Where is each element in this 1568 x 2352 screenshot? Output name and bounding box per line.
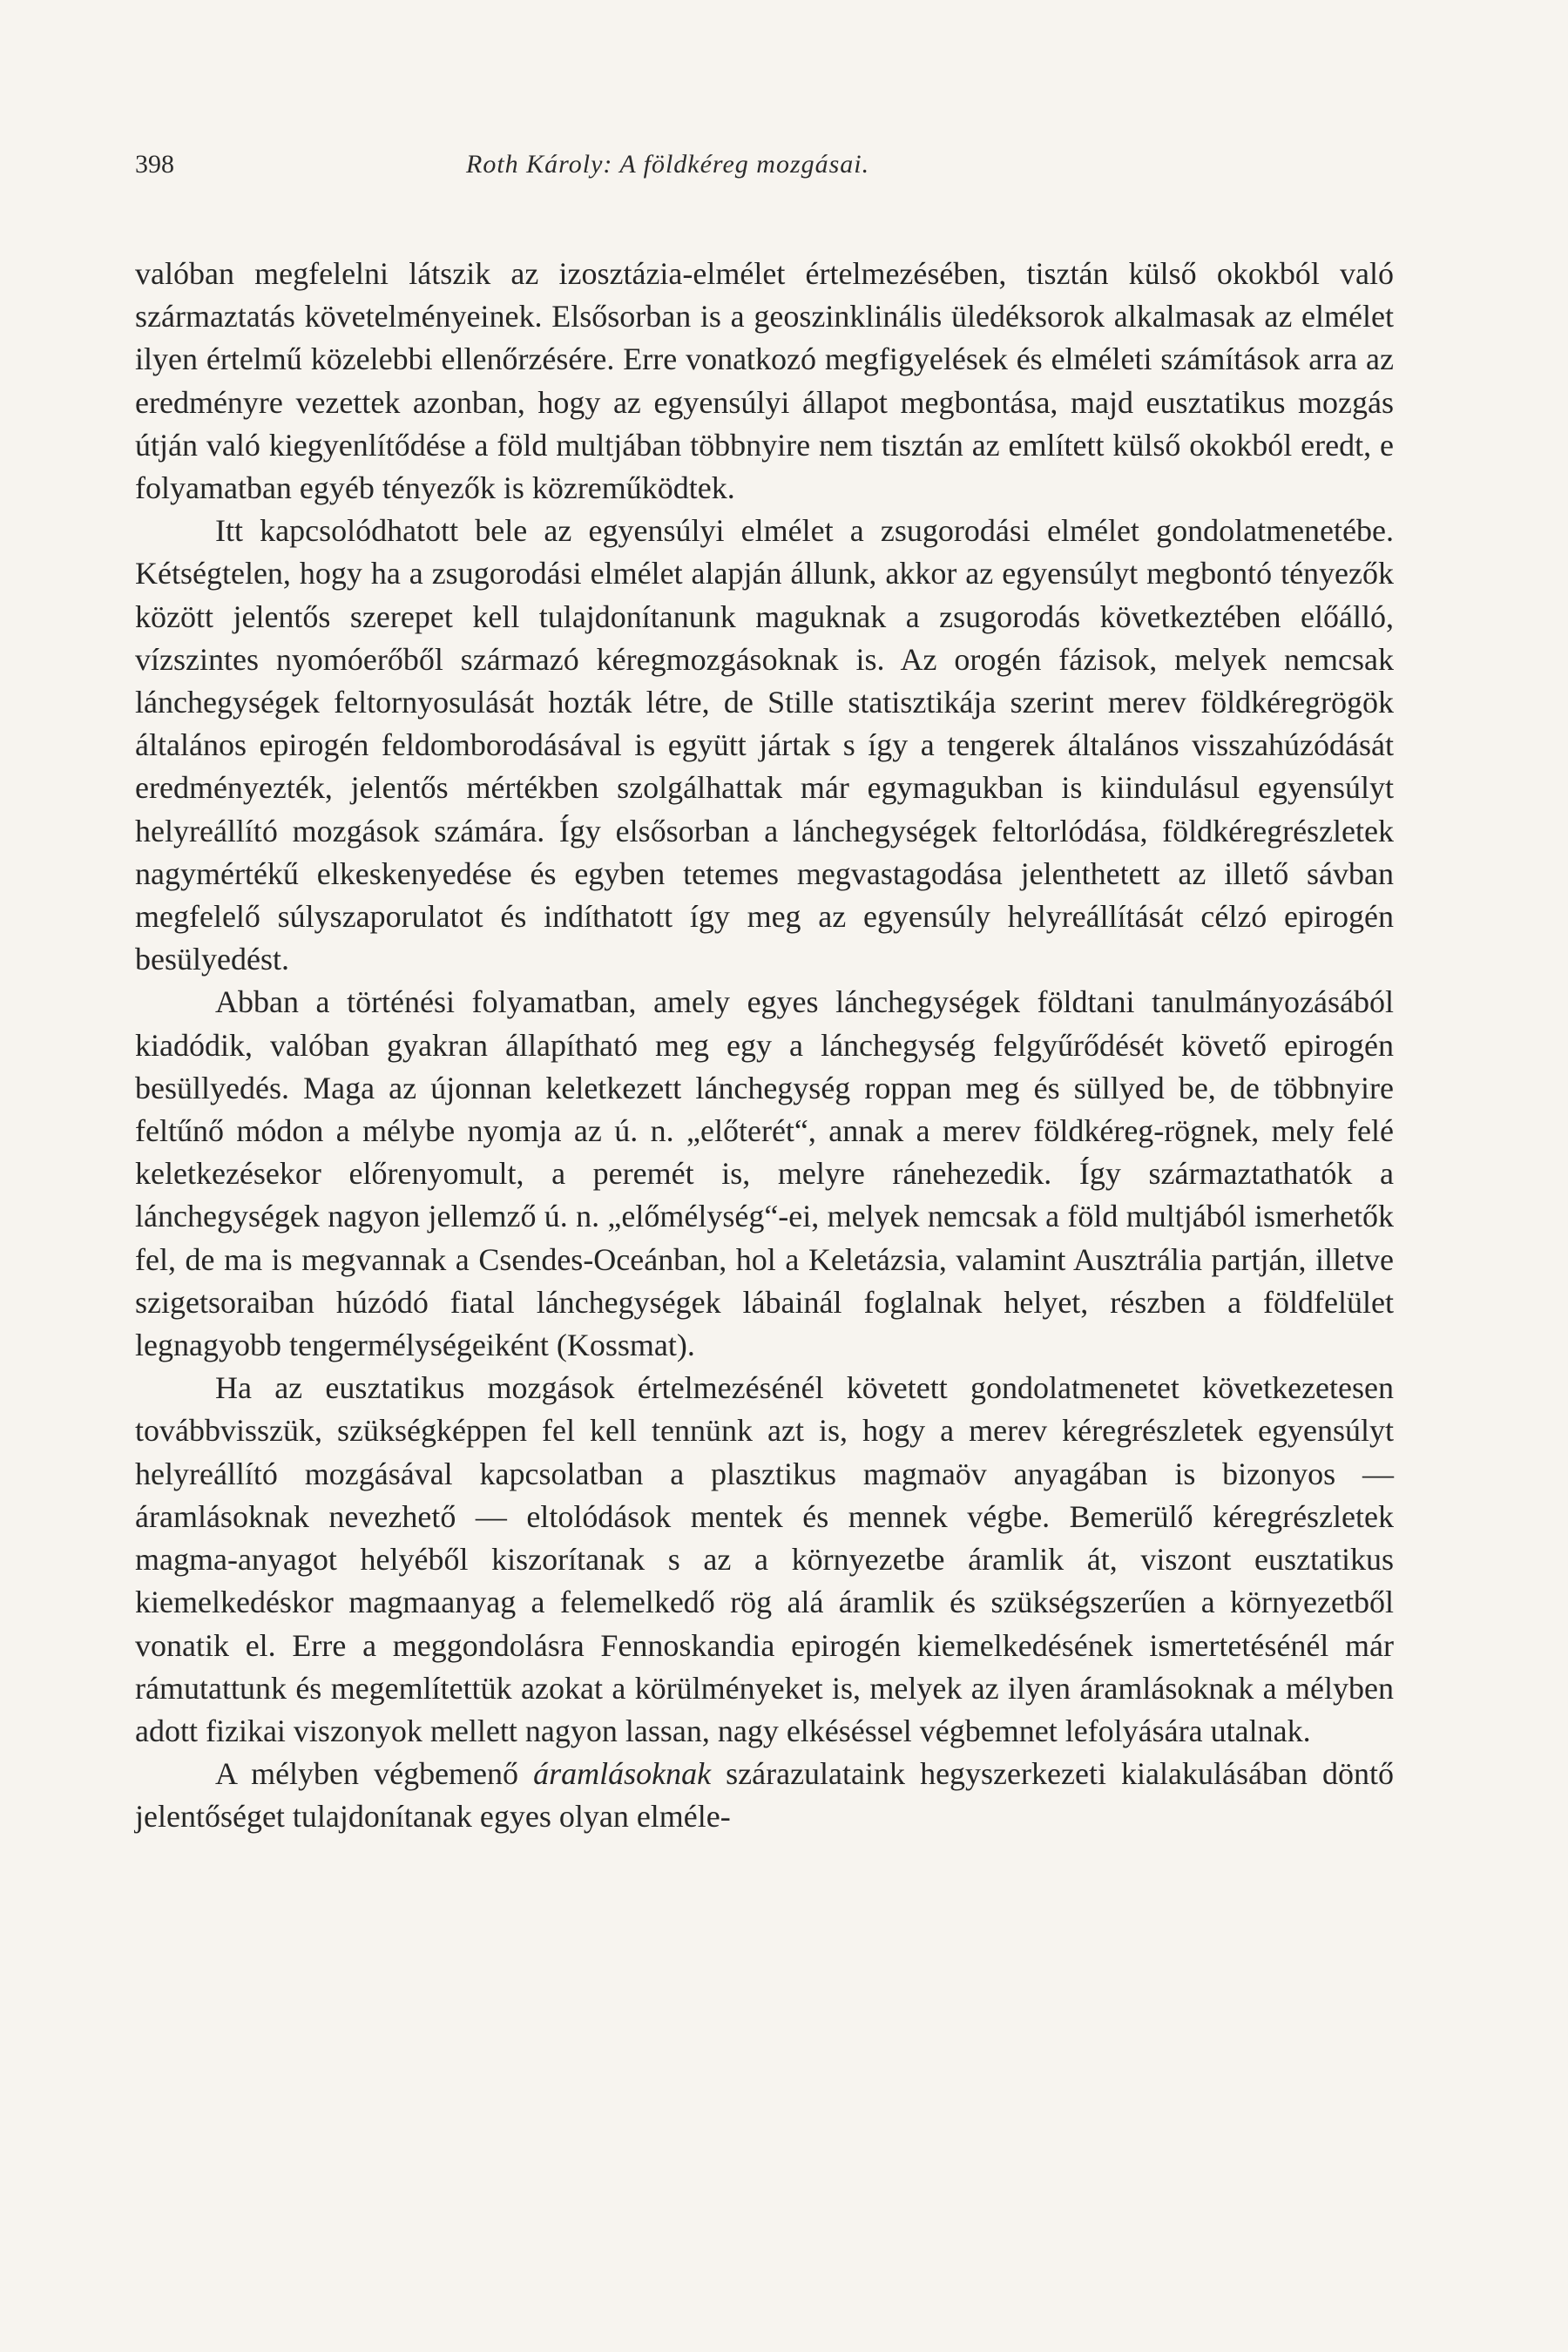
paragraph-5 [135,1753,1394,1838]
page-number: 398 [135,150,174,179]
running-title: Roth Károly: A földkéreg mozgásai. [466,150,870,179]
emphasized-word: áramlásoknak [533,1756,712,1792]
body-text [135,253,1394,1839]
paragraph-5-start: A mélyben végbemenő [215,1756,534,1792]
paragraph-2: Itt kapcsolódhatott bele az egyensúlyi elmélet a zsugorodási elmélet gondolatmenetébe. Kétségtelen, hogy ha a zsugorodási elmélet alapján állunk, akkor az egyensúlyt megbontó tényezők között jelentős szerepet kell tulajdonítanunk maguknak a zsugorodás következtében előálló, vízszintes nyomóerőből származó kéregmozgásoknak is. Az orogén fázisok, melyek nemcsak lánchegységek feltornyosulását hozták létre, de Stille statisztikája szerint merev földkéregrögök általános epirogén feldomborodásával is együtt jártak s így a tengerek általános visszahúzódását eredményezték, jelentős mértékben szolgálhattak már egymagukban is kiindulásul egyensúlyt helyreállító mozgások számára. Így elsősorban a lánchegységek feltorlódása, földkéregrészletek nagymértékű elkeskenyedése és egyben tetemes megvastagodása jelenthetett az illető sávban megfelelő súlyszaporulatot és indíthatott így meg az egyensúly helyreállítását célzó epirogén besülyedést. [135,513,1394,977]
paragraph-4: Ha az eusztatikus mozgások értelmezésénél követett gondolatmenetet következetesen továbbvisszük, szükségképpen fel kell tennünk azt is, hogy a merev kéregrészletek egyensúlyt helyreállító mozgásával kapcsolatban a plasztikus magmaöv anyagában is bizonyos — áramlásoknak nevezhető — eltolódások mentek és mennek végbe. Bemerülő kéregrészletek magma-anyagot helyéből kiszorítanak s az a környezetbe áramlik át, viszont eusztatikus kiemelkedéskor magmaanyag a felemelkedő rög alá áramlik és szükségszerűen a környezetből vonatik el. Erre a meggondolásra Fennoskandia epirogén kiemelkedésének ismertetésénél már rámutattunk és megemlítettük azokat a körülményeket is, melyek az ilyen áramlásoknak a mélyben adott fizikai viszonyok mellett nagyon lassan, nagy elkéséssel végbemnet lefolyására utalnak. [135,1370,1394,1748]
paragraph-1: valóban megfelelni látszik az izosztázia-elmélet értelmezésében, tisztán külső okokból való származtatás követelményeinek. Elsősorban is a geoszinklinális üledéksorok alkalmasak az elmélet ilyen értelmű közelebbi ellenőrzésére. Erre vonatkozó megfigyelések és elméleti számítások arra az eredményre vezettek azonban, hogy az egyensúlyi állapot megbontása, majd eusztatikus mozgás útján való kiegyenlítődése a föld multjában többnyire nem tisztán az említett külső okokból eredt, e folyamatban egyéb tényezők is közreműködtek. [135,256,1394,506]
page-header [135,150,1394,193]
paragraph-3: Abban a történési folyamatban, amely egyes lánchegységek földtani tanulmányozásából kiadódik, valóban gyakran állapítható meg egy a lánchegység felgyűrődését követő epirogén besüllyedés. Maga az újonnan keletkezett lánchegység roppan meg és süllyed be, de többnyire feltűnő módon a mélybe nyomja az ú. n. „előterét“, annak a merev földkéreg-rögnek, mely felé keletkezésekor előrenyomult, a peremét is, melyre ránehezedik. Így származtathatók a lánchegységek nagyon jellemző ú. n. „előmélység“-ei, melyek nemcsak a föld multjából ismerhetők fel, de ma is megvannak a Csendes-Oceánban, hol a Keletázsia, valamint Ausztrália partján, illetve szigetsoraiban húzódó fiatal lánchegységek lábainál foglalnak helyet, részben a földfelület legnagyobb tengermélységeiként (Kossmat). [135,984,1394,1363]
paragraph-5-end: szárazulataink hegyszerkezeti kialakulásában döntő jelentőséget tulajdonítanak egyes olyan elméle- [135,1756,1394,1835]
